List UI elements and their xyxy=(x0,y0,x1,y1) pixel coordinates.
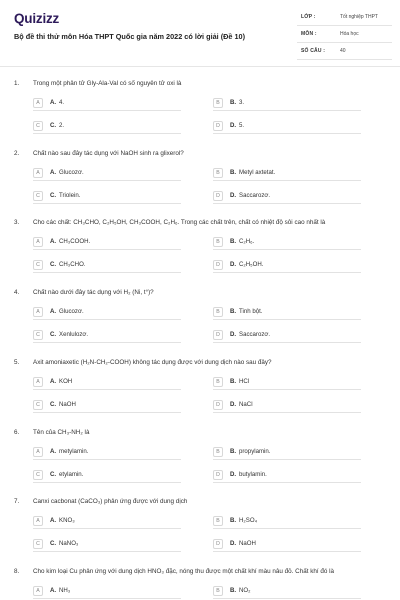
option-d[interactable] xyxy=(213,469,361,483)
question-number: 5. xyxy=(14,359,20,366)
option-letter-box: A xyxy=(33,98,43,108)
option-key: C. xyxy=(50,122,57,129)
option-b[interactable] xyxy=(213,236,361,250)
option-text: Glucozơ. xyxy=(59,308,84,315)
option-text: 4. xyxy=(59,99,65,106)
option-text: Saccarozơ. xyxy=(239,192,271,199)
option-text: NH₃ xyxy=(59,587,71,594)
question-text: Axit amoniaxetic (H₂N-CH₂-COOH) không tác dụng được với dung dịch nào sau đây? xyxy=(33,359,272,366)
option-b[interactable] xyxy=(213,446,361,460)
option-text: C₂H₆. xyxy=(239,238,255,245)
option-text: H₂SO₄ xyxy=(239,517,258,524)
option-key: B. xyxy=(230,169,237,176)
question-text: Cho các chất: CH₃CHO, C₂H₅OH, CH₃COOH, C₂H₆. Trong các chất trên, chất có nhiệt độ sôi cao nhất là xyxy=(33,219,326,226)
meta-value: Tốt nghiệp THPT xyxy=(340,14,378,20)
option-a[interactable] xyxy=(33,306,181,320)
meta-row-class xyxy=(297,12,392,26)
meta-panel xyxy=(297,12,392,63)
option-a[interactable] xyxy=(33,515,181,529)
option-text: 5. xyxy=(239,122,245,129)
meta-label: LỚP : xyxy=(301,14,316,20)
option-letter-box: D xyxy=(213,121,223,131)
option-letter-box: B xyxy=(213,586,223,596)
option-letter-box: D xyxy=(213,330,223,340)
option-letter-box: D xyxy=(213,260,223,270)
option-letter-box: D xyxy=(213,470,223,480)
question-number: 8. xyxy=(14,568,20,575)
option-text: Saccarozơ. xyxy=(239,331,271,338)
option-letter-box: B xyxy=(213,307,223,317)
question-text: Chất nào sau đây tác dụng với NaOH sinh ra glixerol? xyxy=(33,150,184,157)
option-a[interactable] xyxy=(33,446,181,460)
option-letter-box: C xyxy=(33,400,43,410)
option-text: Xenlulozơ. xyxy=(59,331,89,338)
option-key: A. xyxy=(50,238,57,245)
option-text: CH₃COOH. xyxy=(59,238,91,245)
option-key: A. xyxy=(50,169,57,176)
option-a[interactable] xyxy=(33,167,181,181)
meta-row-question-count xyxy=(297,46,392,60)
option-a[interactable] xyxy=(33,236,181,250)
question-text: Chất nào dưới đây tác dụng với H₂ (Ni, t°)? xyxy=(33,289,154,296)
option-c[interactable] xyxy=(33,190,181,204)
option-d[interactable] xyxy=(213,120,361,134)
option-d[interactable] xyxy=(213,399,361,413)
option-letter-box: B xyxy=(213,447,223,457)
option-key: B. xyxy=(230,448,237,455)
option-key: D. xyxy=(230,540,237,547)
option-letter-box: A xyxy=(33,516,43,526)
question-text: Canxi cacbonat (CaCO₃) phản ứng được với dung dịch xyxy=(33,498,188,505)
option-key: B. xyxy=(230,308,237,315)
option-letter-box: A xyxy=(33,586,43,596)
option-key: D. xyxy=(230,331,237,338)
option-text: propylamin. xyxy=(239,448,271,455)
option-b[interactable] xyxy=(213,376,361,390)
option-letter-box: C xyxy=(33,121,43,131)
option-d[interactable] xyxy=(213,329,361,343)
option-key: C. xyxy=(50,192,57,199)
option-c[interactable] xyxy=(33,120,181,134)
meta-label: MÔN : xyxy=(301,31,317,37)
option-letter-box: C xyxy=(33,260,43,270)
option-text: etylamin. xyxy=(59,471,84,478)
option-text: butylamin. xyxy=(239,471,267,478)
option-c[interactable] xyxy=(33,538,181,552)
option-c[interactable] xyxy=(33,469,181,483)
meta-value: 40 xyxy=(340,48,346,54)
option-key: B. xyxy=(230,587,237,594)
option-key: A. xyxy=(50,448,57,455)
option-letter-box: C xyxy=(33,470,43,480)
option-d[interactable] xyxy=(213,538,361,552)
option-key: C. xyxy=(50,261,57,268)
option-key: D. xyxy=(230,471,237,478)
option-key: D. xyxy=(230,401,237,408)
option-key: B. xyxy=(230,517,237,524)
option-text: HCl xyxy=(239,378,250,385)
option-text: Tinh bột. xyxy=(239,308,263,315)
option-letter-box: D xyxy=(213,400,223,410)
option-text: NaCl xyxy=(239,401,253,408)
option-letter-box: D xyxy=(213,191,223,201)
option-key: D. xyxy=(230,122,237,129)
option-key: B. xyxy=(230,378,237,385)
option-key: C. xyxy=(50,471,57,478)
option-text: NO₂ xyxy=(239,587,251,594)
option-c[interactable] xyxy=(33,399,181,413)
question-number: 2. xyxy=(14,150,20,157)
quizizz-logo: Quizizz xyxy=(14,11,60,26)
question-text: Cho kim loại Cu phản ứng với dung dịch HNO₃ đặc, nóng thu được một chất khí màu nâu đỏ. Chất khí đó là xyxy=(33,568,335,575)
option-key: A. xyxy=(50,308,57,315)
question-number: 3. xyxy=(14,219,20,226)
question-number: 4. xyxy=(14,289,20,296)
option-key: A. xyxy=(50,587,57,594)
question-number: 6. xyxy=(14,429,20,436)
option-key: B. xyxy=(230,99,237,106)
option-text: 3. xyxy=(239,99,245,106)
option-letter-box: A xyxy=(33,377,43,387)
option-text: KNO₃ xyxy=(59,517,75,524)
option-letter-box: A xyxy=(33,307,43,317)
option-letter-box: A xyxy=(33,237,43,247)
option-b[interactable] xyxy=(213,97,361,111)
option-letter-box: B xyxy=(213,98,223,108)
option-c[interactable] xyxy=(33,329,181,343)
option-letter-box: D xyxy=(213,539,223,549)
option-b[interactable] xyxy=(213,306,361,320)
option-b[interactable] xyxy=(213,167,361,181)
option-letter-box: C xyxy=(33,330,43,340)
document-title: Bộ đề thi thử môn Hóa THPT Quốc gia năm 2022 có lời giải (Đề 10) xyxy=(14,32,246,41)
question-text: Tên của CH₃-NH₂ là xyxy=(33,429,90,436)
option-letter-box: A xyxy=(33,168,43,178)
option-key: A. xyxy=(50,99,57,106)
option-a[interactable] xyxy=(33,376,181,390)
option-letter-box: B xyxy=(213,168,223,178)
question-number: 7. xyxy=(14,498,20,505)
option-b[interactable] xyxy=(213,585,361,599)
option-text: 2. xyxy=(59,122,65,129)
option-letter-box: C xyxy=(33,539,43,549)
option-d[interactable] xyxy=(213,259,361,273)
meta-row-subject xyxy=(297,29,392,43)
option-key: D. xyxy=(230,261,237,268)
option-key: C. xyxy=(50,401,57,408)
option-letter-box: A xyxy=(33,447,43,457)
option-a[interactable] xyxy=(33,97,181,111)
option-letter-box: B xyxy=(213,516,223,526)
option-key: D. xyxy=(230,192,237,199)
question-number: 1. xyxy=(14,80,20,87)
option-key: C. xyxy=(50,331,57,338)
option-text: NaOH xyxy=(239,540,256,547)
question-text: Trong một phân tử Gly-Ala-Val có số nguyên tử oxi là xyxy=(33,80,182,87)
option-text: KOH xyxy=(59,378,73,385)
meta-label: SỐ CÂU : xyxy=(301,48,326,54)
option-text: Triolein. xyxy=(59,192,81,199)
option-key: A. xyxy=(50,378,57,385)
option-text: C₂H₅OH. xyxy=(239,261,264,268)
option-text: Metyl axtetat. xyxy=(239,169,276,176)
option-d[interactable] xyxy=(213,190,361,204)
option-b[interactable] xyxy=(213,515,361,529)
page-header xyxy=(0,0,400,66)
option-letter-box: B xyxy=(213,237,223,247)
option-text: NaOH xyxy=(59,401,76,408)
option-text: NaNO₃ xyxy=(59,540,79,547)
header-divider xyxy=(0,66,400,67)
option-text: metylamin. xyxy=(59,448,89,455)
option-key: C. xyxy=(50,540,57,547)
option-text: CH₃CHO. xyxy=(59,261,86,268)
option-letter-box: B xyxy=(213,377,223,387)
option-c[interactable] xyxy=(33,259,181,273)
meta-value: Hóa học xyxy=(340,31,359,37)
option-a[interactable] xyxy=(33,585,181,599)
option-text: Glucozơ. xyxy=(59,169,84,176)
option-letter-box: C xyxy=(33,191,43,201)
option-key: B. xyxy=(230,238,237,245)
option-key: A. xyxy=(50,517,57,524)
